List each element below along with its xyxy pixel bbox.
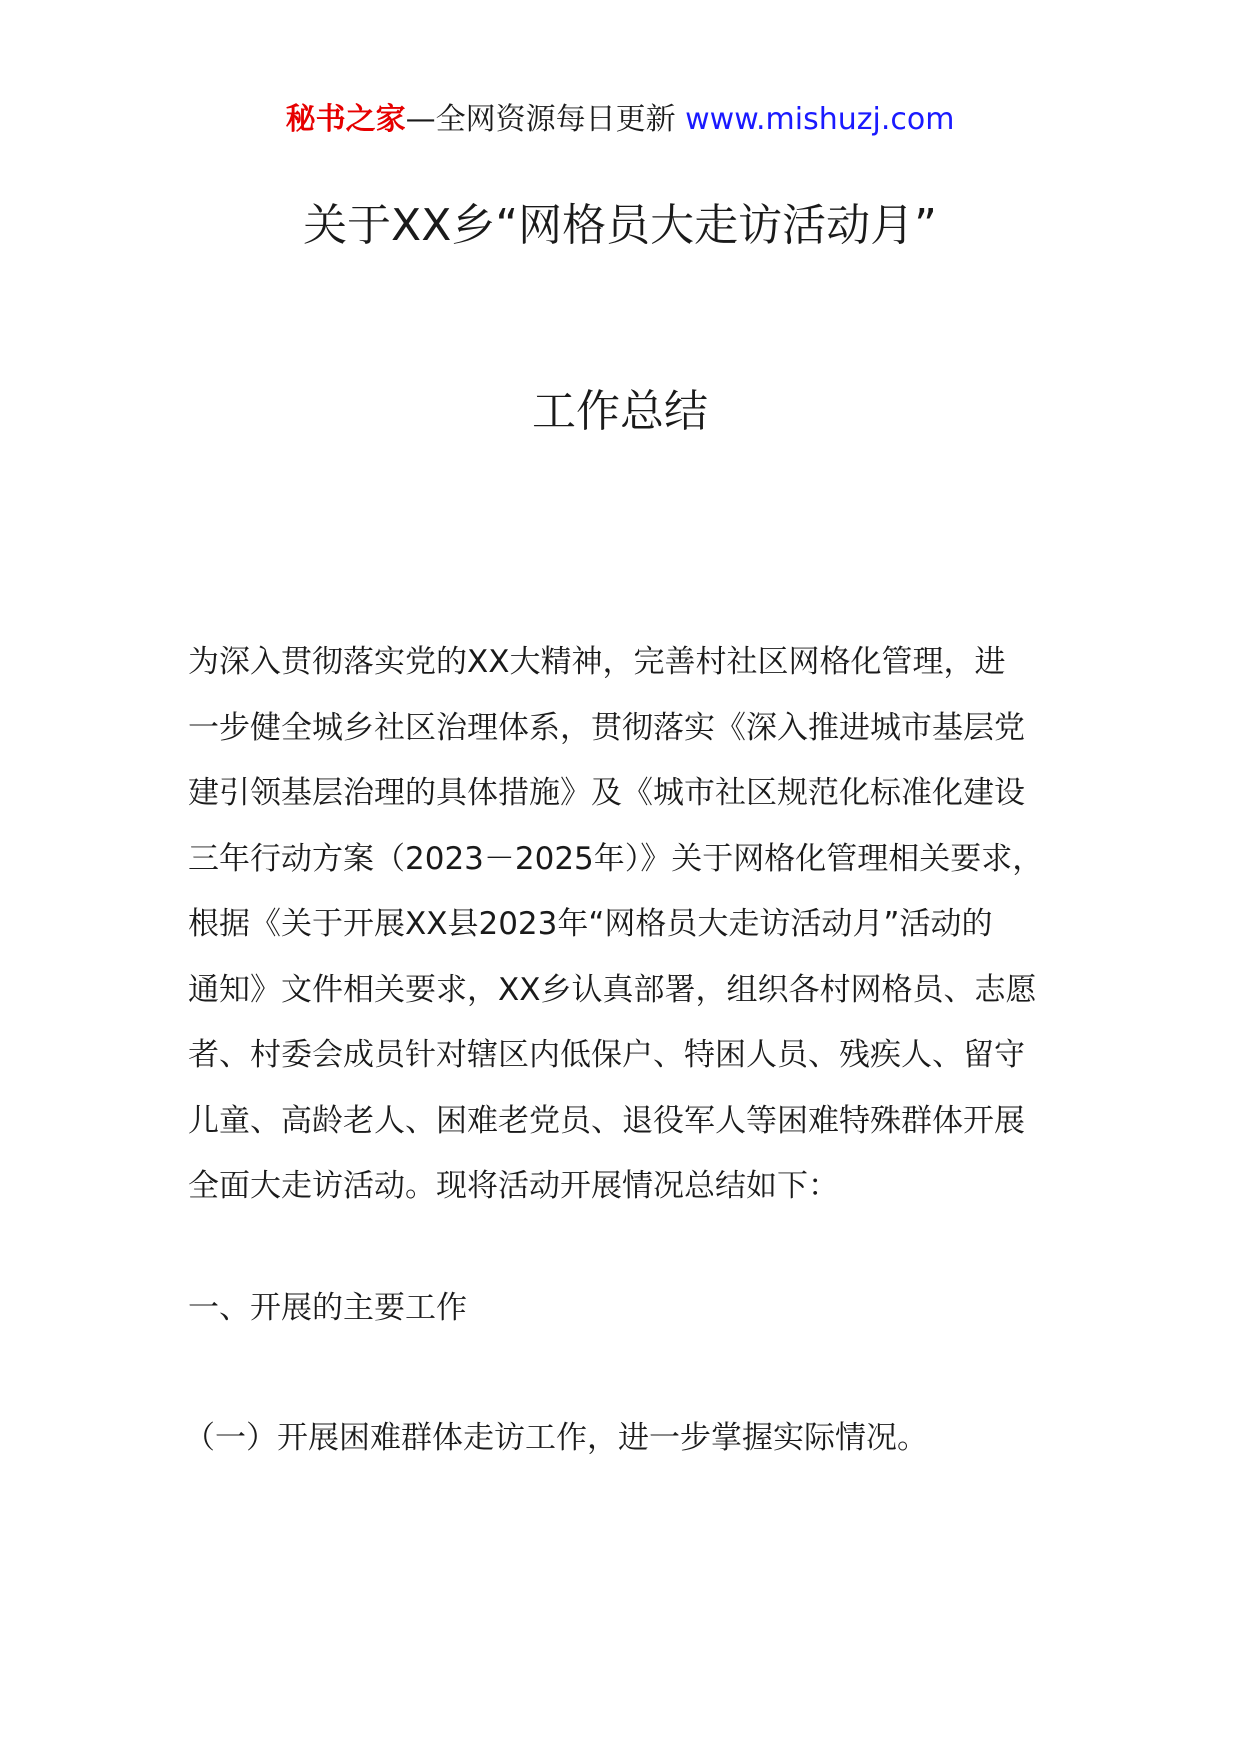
paragraph-line: 根据《关于开展XX县2023年“网格员大走访活动月”活动的 — [188, 906, 993, 942]
section-heading-main-work: 一、开展的主要工作 — [188, 1290, 467, 1326]
paragraph-line: 一步健全城乡社区治理体系，贯彻落实《深入推进城市基层党 — [188, 709, 1025, 746]
document-title-line-1: 关于XX乡“网格员大走访活动月” — [303, 200, 937, 251]
paragraph-line: 通知》文件相关要求，XX乡认真部署，组织各村网格员、志愿 — [188, 971, 1037, 1008]
document-title-line-2: 工作总结 — [532, 386, 708, 437]
intro-paragraph — [188, 630, 1078, 1220]
brand-name: 秘书之家 — [285, 102, 406, 137]
section-subheading-visits: （一）开展困难群体走访工作，进一步掌握实际情况。 — [184, 1420, 928, 1456]
paragraph-line: 为深入贯彻落实党的XX大精神，完善村社区网格化管理，进 — [188, 644, 1006, 680]
header-slogan: —全网资源每日更新 — [405, 102, 676, 137]
site-url-link[interactable]: www.mishuzj.com — [685, 102, 955, 137]
paragraph-line: 者、村委会成员针对辖区内低保户、特困人员、残疾人、留守 — [188, 1037, 1025, 1073]
paragraph-line: 建引领基层治理的具体措施》及《城市社区规范化标准化建设 — [188, 775, 1025, 811]
paragraph-line: 全面大走访活动。现将活动开展情况总结如下： — [188, 1168, 839, 1204]
paragraph-line: 三年行动方案（2023－2025年）》关于网格化管理相关要求， — [188, 840, 1044, 877]
paragraph-line: 儿童、高龄老人、困难老党员、退役军人等困难特殊群体开展 — [188, 1102, 1025, 1139]
site-header — [0, 98, 1240, 142]
